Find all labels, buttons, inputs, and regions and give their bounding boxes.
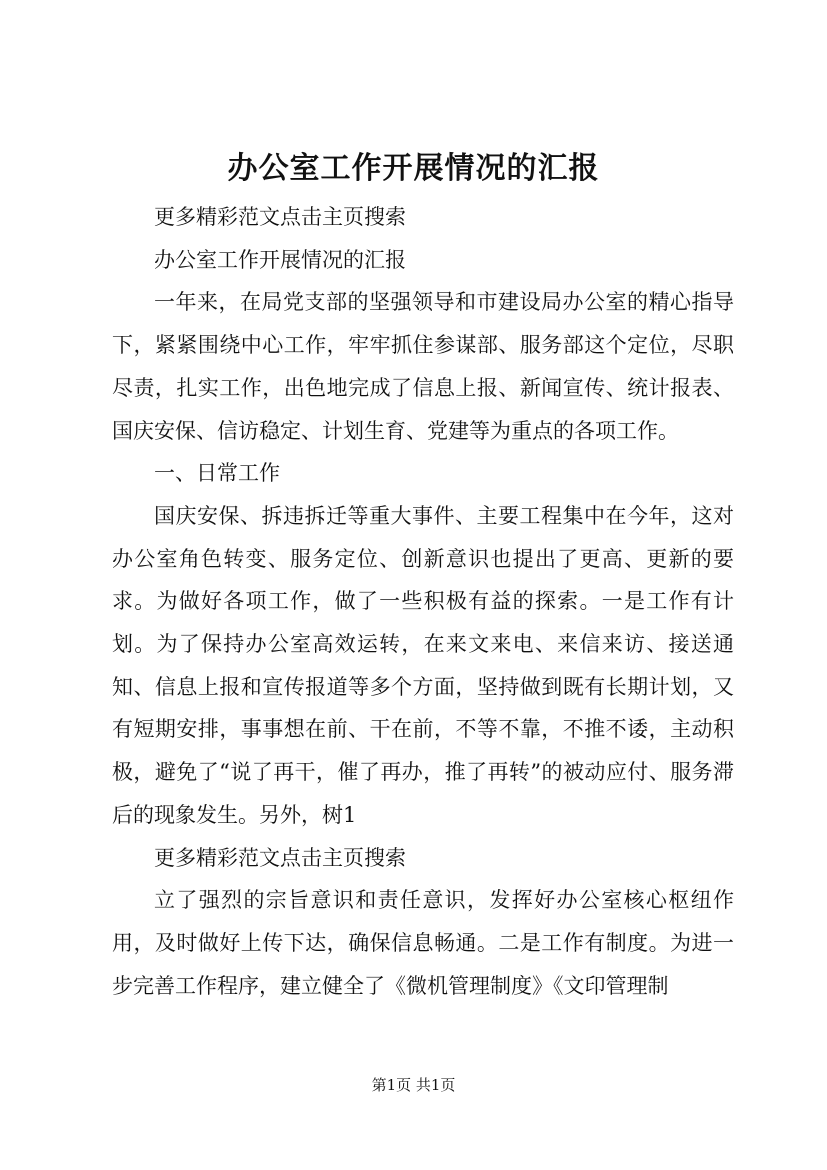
promo-line: 更多精彩范文点击主页搜索 xyxy=(154,845,406,870)
section-heading: 一、日常工作 xyxy=(154,461,280,486)
promo-line: 更多精彩范文点击主页搜索 xyxy=(154,205,406,229)
page-footer: 第1页 共1页 xyxy=(371,1076,456,1094)
paragraph-daily-work: 国庆安保、拆违拆迁等重大事件、主要工程集中在今年，这对办公室角色转变、服务定位、创新意识也提出了更高、更新的要求。为做好各项工作，做了一些积极有益的探索。一是工作有计划。为了保持办公室高效运转，在来文来电、来信来访、接送通知、信息上报和宣传报道等多个方面，坚持做到既有长期计划，又有短期安排，事事想在前、干在前，不等不靠，不推不诿，主动积极，避免了“说了再干，催了再办，推了再转”的被动应付、服务滞后的现象发生。另外，树1 xyxy=(112,503,734,827)
document-title: 办公室工作开展情况的汇报 xyxy=(227,151,600,186)
paragraph-intro: 一年来，在局党支部的坚强领导和市建设局办公室的精心指导下，紧紧围绕中心工作，牢牢抓住参谋部、服务部这个定位，尽职尽责，扎实工作，出色地完成了信息上报、新闻宣传、统计报表、国庆安保、信访稳定、计划生育、党建等为重点的各项工作。 xyxy=(112,290,734,443)
document-body xyxy=(112,196,734,1007)
paragraph-continued: 立了强烈的宗旨意识和责任意识，发挥好办公室核心枢纽作用，及时做好上传下达，确保信息畅通。二是工作有制度。为进一步完善工作程序，建立健全了《微机管理制度》《文印管理制 xyxy=(112,888,734,998)
subtitle-line: 办公室工作开展情况的汇报 xyxy=(154,247,406,272)
